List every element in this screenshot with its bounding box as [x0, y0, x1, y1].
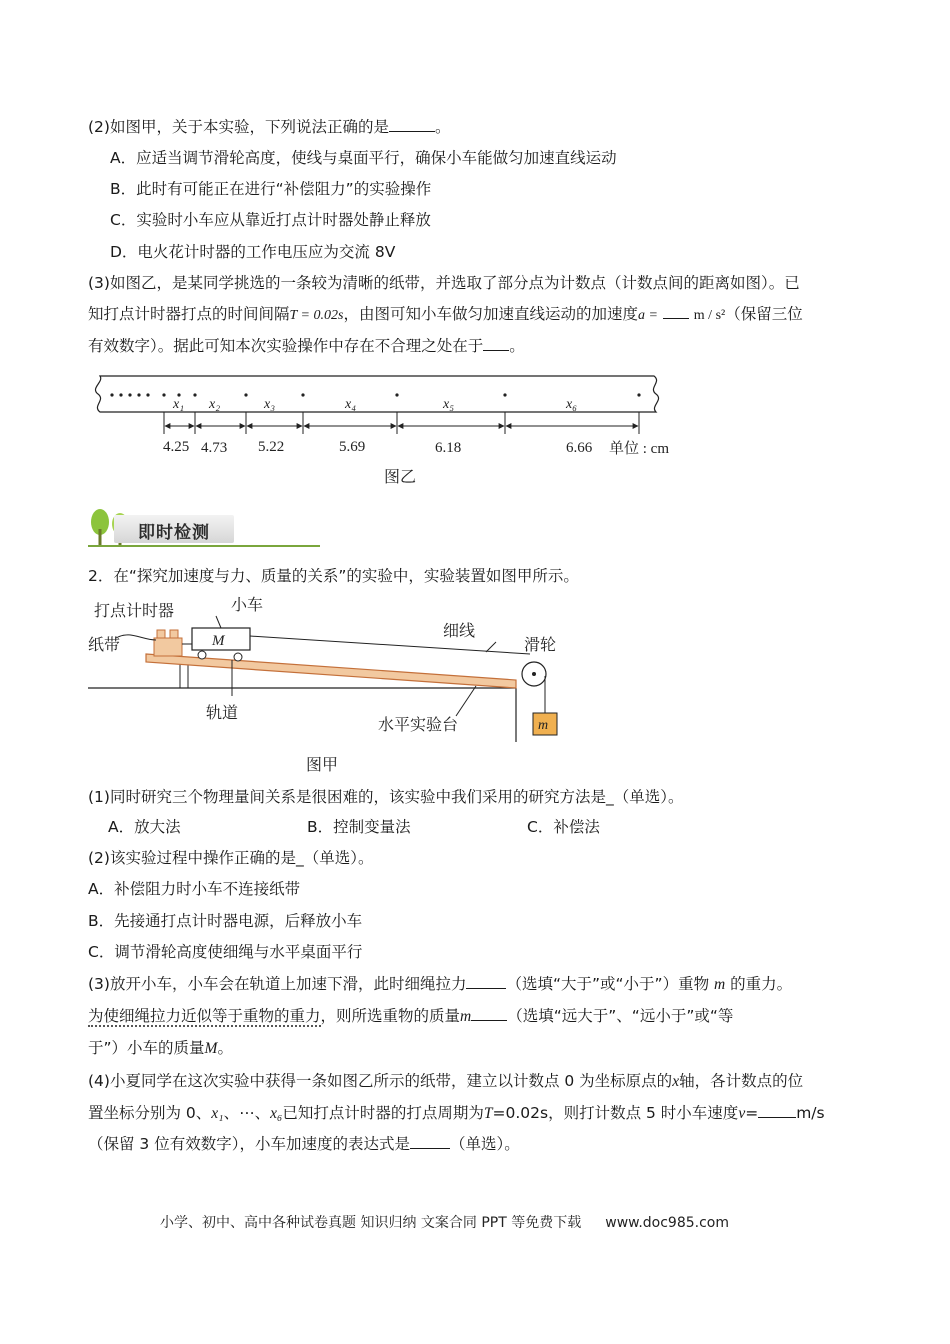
tape-label-x6: x₆ — [566, 397, 578, 412]
distance-x2: 4.73 — [201, 440, 228, 456]
q2-part1-stem: (1)同时研究三个物理量间关系是很困难的，该实验中我们采用的研究方法是_（单选）。 — [88, 788, 684, 806]
tape-label-x4: x₄ — [345, 397, 357, 412]
q2-part4-text-a: (4)小夏同学在这次实验中获得一条如图乙所示的纸带，建立以计数点 0 为坐标原点的 — [88, 1072, 673, 1090]
section-badge — [86, 507, 236, 549]
q1-part3-line3-text: 有效数字）。据此可知本次实验操作中存在不合理之处在于 — [88, 337, 484, 355]
emphasis-dotted-text: 为使细绳拉力近似等于重物的重力 — [88, 1007, 321, 1025]
label-table: 水平实验台 — [378, 717, 459, 734]
label-timer: 打点计时器 — [94, 603, 175, 620]
reason-blank[interactable] — [483, 336, 509, 351]
acceleration-expression-blank[interactable] — [410, 1134, 450, 1149]
label-cart: 小车 — [231, 597, 264, 614]
weight-mass-label: m — [538, 718, 549, 733]
q1-part2-stem-end: 。 — [434, 118, 451, 136]
q2-part3-text-g: 。 — [217, 1039, 233, 1057]
q2-stem: 2．在“探究加速度与力、质量的关系”的实验中，实验装置如图甲所示。 — [88, 567, 579, 585]
mass-blank[interactable] — [471, 1006, 507, 1021]
q1-part3-line3-end: 。 — [509, 337, 525, 355]
q2-part4-line3 — [88, 1133, 520, 1155]
q2-part4-text-i: （单选）。 — [449, 1135, 520, 1153]
acceleration-expression: a = — [637, 308, 658, 323]
tape-label-x5: x₅ — [443, 397, 455, 412]
string-line — [250, 636, 530, 654]
symbol-x1: x₁ — [211, 1105, 224, 1122]
label-string: 细线 — [443, 623, 476, 640]
footer-link[interactable]: www.doc985.com — [605, 1215, 729, 1231]
q2-part3-line3 — [88, 1037, 233, 1060]
q2-part3-text-d: ，则所选重物的质量 — [320, 1007, 461, 1025]
velocity-unit: m/s — [796, 1104, 825, 1122]
q1-part2-option-a: A．应适当调节滑轮高度，使线与桌面平行，确保小车能做匀加速直线运动 — [110, 149, 617, 167]
figure-caption-yi: 图乙 — [384, 469, 417, 486]
label-tape: 纸带 — [88, 637, 121, 654]
symbol-v: v — [738, 1105, 746, 1122]
q1-part2-option-c: C．实验时小车应从靠近打点计时器处静止释放 — [110, 211, 431, 229]
q2-part3-line2 — [88, 1005, 733, 1028]
q1-part2-stem-text: (2)如图甲，关于本实验，下列说法正确的是 — [88, 118, 389, 136]
distance-x3: 5.22 — [258, 439, 285, 455]
label-pulley: 滑轮 — [524, 637, 557, 654]
q1-part2-option-b: B．此时有可能正在进行“补偿阻力”的实验操作 — [110, 180, 432, 198]
q2-part1-option-c: C．补偿法 — [527, 818, 600, 836]
q2-part4-text-c: 置坐标分别为 0、 — [88, 1104, 212, 1122]
apparatus-figure — [86, 592, 606, 782]
q2-part2-option-a: A．补偿阻力时小车不连接纸带 — [88, 880, 301, 898]
timer-body — [154, 638, 182, 656]
q1-part3-line2 — [88, 303, 803, 327]
distance-x6: 6.66 — [566, 440, 593, 456]
distance-x5: 6.18 — [435, 440, 462, 456]
acceleration-blank[interactable] — [663, 304, 689, 319]
footer-text: 小学、初中、高中各种试卷真题 知识归纳 文案合同 PPT 等免费下载 — [160, 1215, 582, 1231]
q2-part4-text-h: （保留 3 位有效数字），小车加速度的表达式是 — [88, 1135, 410, 1153]
q2-part4-text-g: = — [745, 1104, 759, 1122]
q2-part3-text-b: （选填“大于”或“小于”）重物 — [506, 975, 710, 993]
symbol-x6: x₆ — [270, 1105, 283, 1122]
q2-part3-text-a: (3)放开小车，小车会在轨道上加速下滑，此时细绳拉力 — [88, 975, 467, 993]
velocity-blank[interactable] — [758, 1103, 796, 1118]
q2-part4-text-f: =0.02s，则打计数点 5 时小车速度 — [492, 1104, 739, 1122]
q2-part4-text-b: 轴，各计数点的位 — [679, 1072, 804, 1090]
q1-part3-line2-text-c: （保留三位 — [725, 305, 803, 323]
tape-label-x3: x₃ — [264, 397, 276, 412]
symbol-x: x — [672, 1073, 680, 1090]
q1-part3-line2-text-b: ，由图可知小车做匀加速直线运动的加速度 — [343, 305, 638, 323]
label-track: 轨道 — [206, 705, 239, 722]
q2-part3-text-c: 的重力。 — [730, 975, 793, 993]
q2-part2-option-c: C．调节滑轮高度使细绳与水平桌面平行 — [88, 943, 363, 961]
symbol-m-2: m — [460, 1008, 472, 1025]
section-underline — [88, 545, 320, 547]
symbol-M: M — [204, 1040, 218, 1057]
section-title: 即时检测 — [138, 523, 210, 543]
symbol-T: T — [483, 1105, 493, 1122]
q1-part3-line3 — [88, 335, 525, 357]
distance-x4: 5.69 — [339, 439, 366, 455]
q2-part4-line1 — [88, 1070, 803, 1093]
tape-figure — [88, 368, 688, 490]
q1-part3-line2-text: 知打点计时器打点的时间间隔 — [88, 305, 290, 323]
distance-x1: 4.25 — [163, 439, 190, 455]
q2-part1-option-b: B．控制变量法 — [307, 818, 411, 836]
q2-part2-option-b: B．先接通打点计时器电源，后释放小车 — [88, 912, 363, 930]
q2-part3-text-e: （选填“远大于”、“远小于”或“等 — [507, 1007, 734, 1025]
unit-label: 单位 : cm — [609, 441, 669, 457]
acceleration-unit: m / s² — [693, 308, 726, 323]
q2-part2-stem: (2)该实验过程中操作正确的是_（单选）。 — [88, 849, 374, 867]
figure-caption-jia: 图甲 — [306, 757, 339, 774]
q2-part3-line1 — [88, 973, 792, 996]
cart-mass-label: M — [212, 633, 225, 649]
footer — [160, 1212, 729, 1232]
q2-part1-option-a: A．放大法 — [108, 818, 181, 836]
tape-label-x1: x₁ — [173, 397, 185, 412]
tape-label-x2: x₂ — [209, 397, 221, 412]
q1-part2-option-d: D．电火花计时器的工作电压应为交流 8V — [110, 243, 396, 261]
q1-part2-stem — [88, 116, 450, 138]
q2-part3-text-f: 于”）小车的质量 — [88, 1039, 205, 1057]
q2-part4-text-d: 、⋯、 — [223, 1104, 271, 1122]
period-expression: T = 0.02s — [289, 308, 344, 323]
q2-part4-line2 — [88, 1102, 825, 1125]
tension-blank[interactable] — [466, 974, 506, 989]
q1-part3-line1: (3)如图乙，是某同学挑选的一条较为清晰的纸带，并选取了部分点为计数点（计数点间的距离如图）。已 — [88, 274, 800, 292]
q2-part4-text-e: 已知打点计时器的打点周期为 — [282, 1104, 484, 1122]
symbol-m: m — [714, 976, 726, 993]
answer-blank[interactable] — [389, 117, 435, 132]
